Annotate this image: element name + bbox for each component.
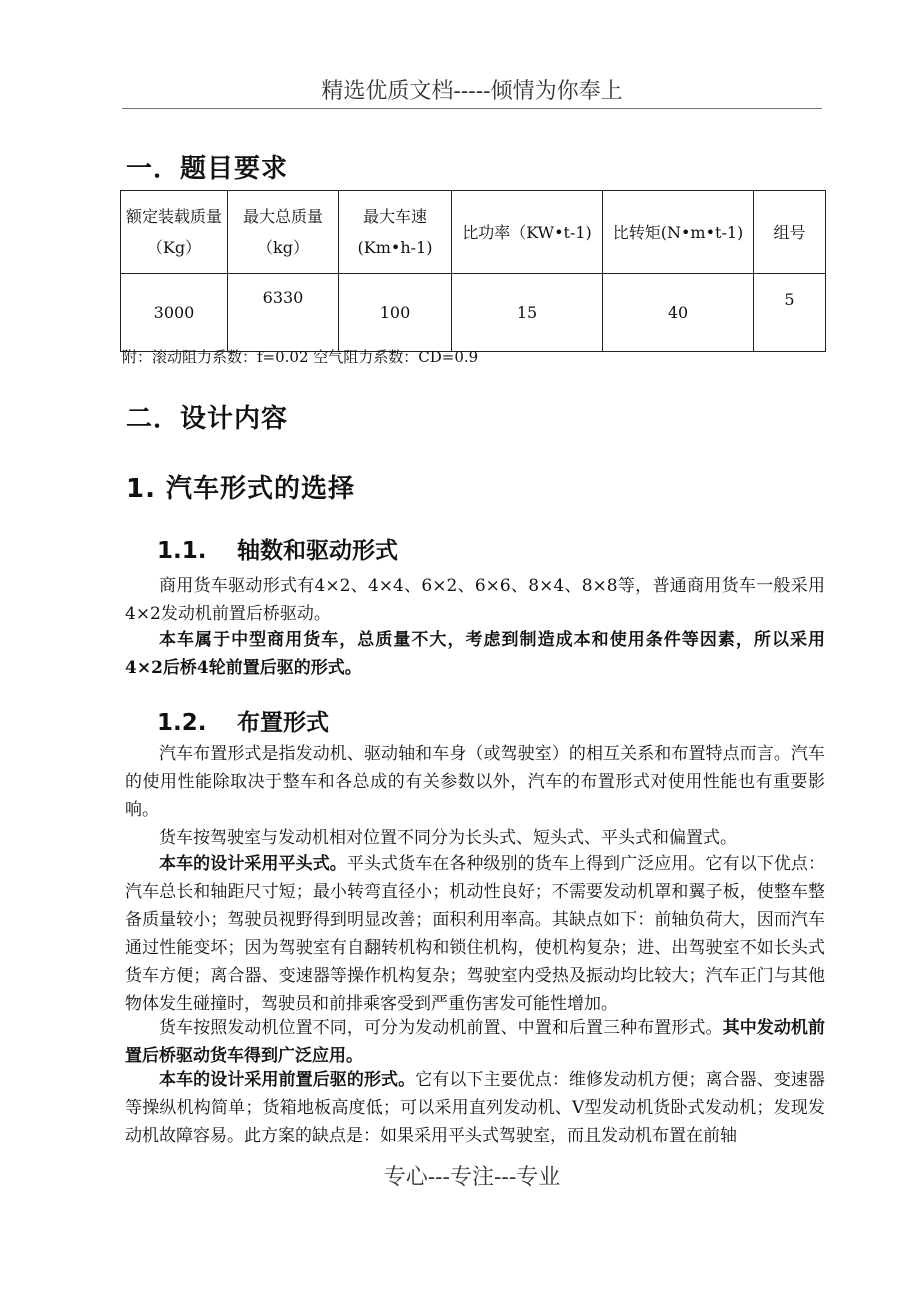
bold-conclusion: 其中发动机前置后桥驱动货车得到广泛应用。 [125,1018,826,1066]
paragraph-body: 货车按照发动机位置不同，可分为发动机前置、中置和后置三种布置形式。 [159,1018,723,1038]
paragraph-drive-choice: 本车属于中型商用货车，总质量不大，考虑到制造成本和使用条件等因素，所以采用4×2后桥4轮前置后驱的形式。 [125,630,825,678]
value-max-speed: 100 [339,274,452,352]
header-max-mass: 最大总质量（kg） [228,191,339,274]
paragraph-flat-cab [125,850,825,1018]
heading-axle-drive [157,532,398,565]
coefficient-note: 附：滚动阻力系数：f=0.02 空气阻力系数：CD=0.9 [122,348,479,366]
header-max-speed: 最大车速(Km•h-1) [339,191,452,274]
heading-text: 布置形式 [237,710,329,736]
paragraph-front-engine-rwd [125,1066,825,1150]
spec-table [120,190,826,352]
page-footer: 专心---专注---专业 [383,1165,561,1190]
header-specific-torque: 比转矩(N•m•t-1) [603,191,754,274]
value-group-no: 5 [754,274,826,352]
heading-layout [157,704,329,737]
table-row [121,274,826,352]
header-specific-power: 比功率（KW•t-1) [452,191,603,274]
heading-number: 1.2. [157,710,207,736]
paragraph-engine-position [125,1014,825,1070]
heading-text: 轴数和驱动形式 [237,538,398,564]
heading-vehicle-form: 1. 汽车形式的选择 [126,474,356,504]
bold-lead: 本车的设计采用前置后驱的形式。 [159,1070,416,1090]
value-specific-power: 15 [452,274,603,352]
header-rated-load: 额定装载质量（Kg） [121,191,228,274]
paragraph-body: 平头式货车在各种级别的货车上得到广泛应用。它有以下优点：汽车总长和轴距尺寸短；最小转弯直径小；机动性良好；不需要发动机罩和翼子板，使整车整备质量较小；驾驶员视野得到明显改善；面积利用率高。其缺点如下：前轴负荷大，因而汽车通过性能变坏；因为驾驶室有自翻转机构和锁住机构，使机构复杂；进、出驾驶室不如长头式货车方便；离合器、变速器等操作机构复杂；驾驶室内受热及振动均比较大；汽车正门与其他物体发生碰撞时，驾驶员和前排乘客受到严重伤害发可能性增加。 [125,854,826,1014]
section-title-design: 二．设计内容 [126,404,289,434]
value-max-mass: 6330 [228,274,339,352]
paragraph-body: 它有以下主要优点：维修发动机方便；离合器、变速器等操纵机构简单；货箱地板高度低；可以采用直列发动机、V型发动机货卧式发动机；发现发动机故障容易。此方案的缺点是：如果采用平头式驾驶室，而且发动机布置在前轴 [125,1070,826,1146]
section-title-requirements: 一．题目要求 [126,154,289,184]
page-header: 精选优质文档-----倾情为你奉上 [122,74,822,109]
bold-lead: 本车的设计采用平头式。 [159,854,347,874]
value-rated-load: 3000 [121,274,228,352]
paragraph-drive-forms: 商用货车驱动形式有4×2、4×4、6×2、6×6、8×4、8×8等，普通商用货车一般采用4×2发动机前置后桥驱动。 [125,576,825,624]
paragraph-cab-types: 货车按驾驶室与发动机相对位置不同分为长头式、短头式、平头式和偏置式。 [159,828,737,848]
header-group-no: 组号 [754,191,826,274]
value-specific-torque: 40 [603,274,754,352]
table-header-row [121,191,826,274]
heading-number: 1.1. [157,538,207,564]
paragraph-layout-definition: 汽车布置形式是指发动机、驱动轴和车身（或驾驶室）的相互关系和布置特点而言。汽车的使用性能除取决于整车和各总成的有关参数以外，汽车的布置形式对使用性能也有重要影响。 [125,744,825,820]
